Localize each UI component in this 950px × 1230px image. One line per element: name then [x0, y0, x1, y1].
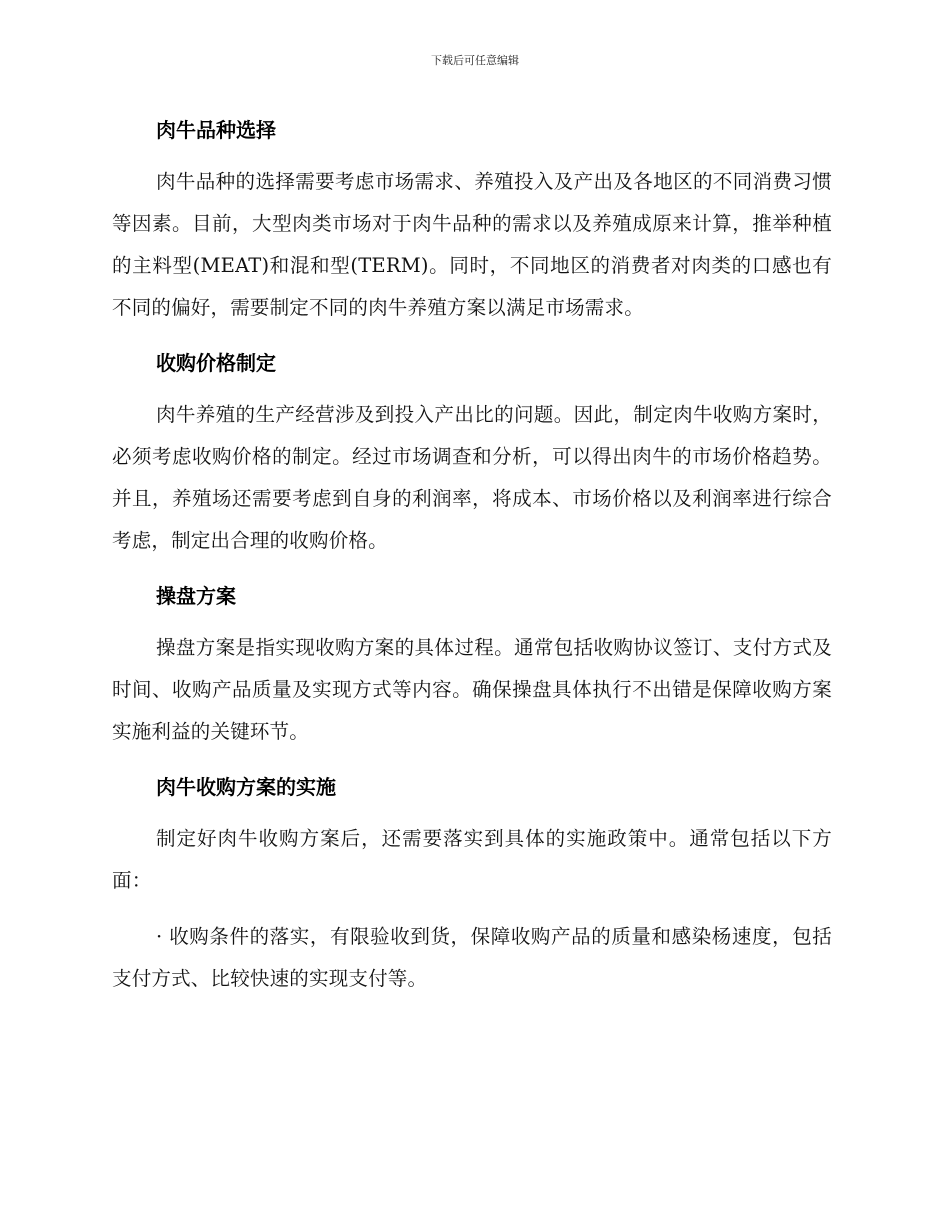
document-body	[112, 108, 832, 1014]
section-heading-operation-plan: 操盘方案	[156, 584, 236, 608]
paragraph-operation-plan: 操盘方案是指实现收购方案的具体过程。通常包括收购协议签订、支付方式及时间、收购产品质量及实现方式等内容。确保操盘具体执行不出错是保障收购方案实施利益的关键环节。	[112, 636, 832, 743]
paragraph-implementation-intro: 制定好肉牛收购方案后，还需要落实到具体的实施政策中。通常包括以下方面：	[112, 827, 832, 892]
paragraph-price-setting: 肉牛养殖的生产经营涉及到投入产出比的问题。因此，制定肉牛收购方案时，必须考虑收购价格的制定。经过市场调查和分析，可以得出肉牛的市场价格趋势。并且，养殖场还需要考虑到自身的利润率，将成本、市场价格以及利润率进行综合考虑，制定出合理的收购价格。	[112, 403, 832, 552]
section-heading-breed-selection: 肉牛品种选择	[156, 118, 276, 142]
list-item-implementation-bullet: · 收购条件的落实，有限验收到货，保障收购产品的质量和感染杨速度，包括支付方式、比较快速的实现支付等。	[112, 925, 832, 990]
paragraph-breed-selection: 肉牛品种的选择需要考虑市场需求、养殖投入及产出及各地区的不同消费习惯等因素。目前，大型肉类市场对于肉牛品种的需求以及养殖成原来计算，推举种植的主料型(MEAT)和混和型(TERM)。同时，不同地区的消费者对肉类的口感也有不同的偏好，需要制定不同的肉牛养殖方案以满足市场需求。	[112, 170, 832, 319]
section-heading-price-setting: 收购价格制定	[156, 351, 276, 375]
section-heading-implementation: 肉牛收购方案的实施	[156, 775, 336, 799]
page-header-note: 下载后可任意编辑	[431, 54, 519, 67]
